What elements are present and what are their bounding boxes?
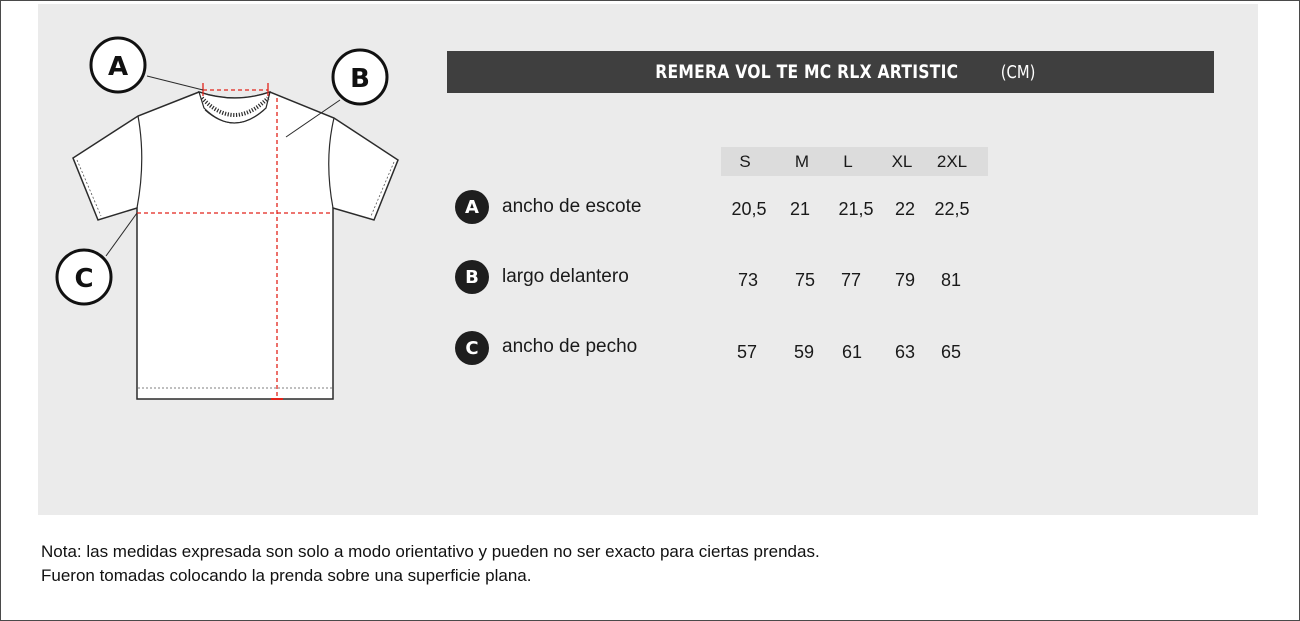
cell-b-l: 77: [840, 270, 862, 290]
cell-a-xl: 22: [894, 199, 916, 219]
svg-text:B: B: [350, 64, 370, 94]
cell-b-s: 73: [737, 270, 759, 290]
row-label-b: largo delantero: [502, 266, 629, 287]
size-header-xl: XL: [891, 152, 913, 171]
size-header-2xl: 2XL: [936, 152, 968, 171]
cell-b-xl: 79: [894, 270, 916, 290]
size-header-m: M: [794, 152, 810, 171]
row-badge-a: A: [455, 190, 489, 224]
note-line-2: Fueron tomadas colocando la prenda sobre una superficie plana.: [41, 566, 532, 585]
note-line-1: Nota: las medidas expresada son solo a modo orientativo y pueden no ser exacto para ciertas prendas.: [41, 542, 820, 561]
cell-c-m: 59: [793, 342, 815, 362]
cell-c-l: 61: [841, 342, 863, 362]
cell-c-s: 57: [736, 342, 758, 362]
cell-a-s: 20,5: [731, 199, 767, 219]
callout-b: [333, 50, 387, 104]
row-badge-b: B: [455, 260, 489, 294]
callout-c: [57, 250, 111, 304]
cell-c-2xl: 65: [940, 342, 962, 362]
product-title: REMERA VOL TE MC RLX ARTISTIC: [654, 61, 958, 83]
tshirt-diagram: [0, 0, 460, 420]
unit-label: (CM): [1001, 61, 1036, 83]
measurement-note: [41, 540, 820, 588]
svg-text:C: C: [74, 264, 94, 294]
chart-title-bar: [447, 51, 1214, 93]
tshirt-outline: [73, 92, 398, 399]
cell-a-2xl: 22,5: [934, 199, 970, 219]
cell-a-l: 21,5: [838, 199, 874, 219]
cell-c-xl: 63: [894, 342, 916, 362]
row-label-c: ancho de pecho: [502, 336, 638, 357]
size-header-l: L: [843, 152, 853, 171]
size-header-s: S: [739, 152, 751, 171]
callout-a: [91, 38, 145, 92]
cell-b-m: 75: [794, 270, 816, 290]
cell-b-2xl: 81: [940, 270, 962, 290]
row-label-a: ancho de escote: [502, 196, 642, 217]
svg-text:A: A: [107, 52, 129, 82]
cell-a-m: 21: [789, 199, 811, 219]
row-badge-c: C: [455, 331, 489, 365]
